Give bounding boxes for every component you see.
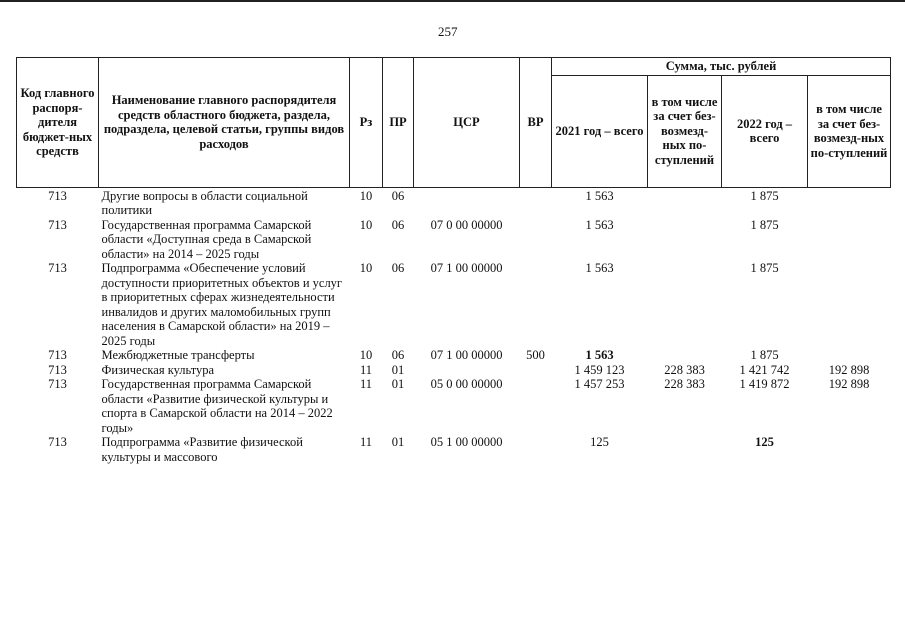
- top-rule: [0, 0, 905, 2]
- cell-sum-2021: 1 563: [585, 348, 614, 362]
- cell-csr: 07 0 00 00000: [430, 217, 503, 232]
- cell-rz: 10: [359, 348, 373, 362]
- cell-name: Подпрограмма «Обеспечение условий доступности приоритетных объектов и услуг в приоритетных сферах жизнедеятельности инвалидов и других маломобильных групп населения в Самарской области» на 2019 – 2025 годы: [101, 261, 343, 348]
- cell-grants-2021: [648, 218, 722, 262]
- cell-name: Другие вопросы в области социальной политики: [101, 188, 308, 217]
- header-code: Код главного распоря-дителя бюджет-ных средств: [17, 58, 99, 188]
- cell-sum-2022: 1 875: [750, 217, 779, 232]
- cell-name: Государственная программа Самарской области «Доступная среда в Самарской области» на 2014 – 2025 годы: [101, 217, 312, 261]
- cell-sum-2022: 1 421 742: [739, 362, 790, 377]
- cell-rz: 11: [359, 377, 373, 391]
- cell-sum-2022: 125: [755, 435, 774, 449]
- cell-code: 713: [48, 377, 67, 391]
- table-row: [17, 363, 891, 378]
- cell-grants-2022: [808, 187, 891, 218]
- page-number: 257: [438, 24, 458, 39]
- table-row: [17, 261, 891, 348]
- cell-rz: 11: [359, 435, 373, 449]
- cell-name: Подпрограмма «Развитие физической культуры и массового: [101, 435, 303, 464]
- header-pr: ПР: [383, 58, 414, 188]
- cell-pr: 01: [391, 377, 405, 391]
- cell-pr: 06: [391, 217, 405, 232]
- cell-code: 713: [48, 188, 67, 203]
- table-row: [17, 377, 891, 435]
- budget-table: [16, 57, 891, 464]
- cell-grants-2021: [648, 261, 722, 348]
- cell-sum-2021: 1 457 253: [574, 377, 625, 391]
- cell-grants-2021: 228 383: [664, 362, 705, 377]
- cell-vr: [520, 187, 552, 218]
- header-2022-grants: в том числе за счет без-возмезд-ных по-ступлений: [808, 75, 891, 187]
- cell-grants-2022: [808, 218, 891, 262]
- table-row: [17, 435, 891, 464]
- cell-rz: 10: [359, 261, 373, 275]
- cell-grants-2021: [648, 348, 722, 363]
- cell-sum-2021: 1 563: [585, 261, 614, 275]
- cell-code: 713: [48, 348, 67, 362]
- table-row: [17, 187, 891, 218]
- cell-csr: 07 1 00 00000: [430, 261, 503, 275]
- header-csr: ЦСР: [414, 58, 520, 188]
- cell-rz: 11: [359, 362, 373, 377]
- cell-pr: 06: [391, 348, 405, 362]
- cell-sum-2022: 1 875: [750, 188, 779, 203]
- cell-csr: [414, 363, 520, 378]
- cell-grants-2022: 192 898: [828, 377, 870, 391]
- cell-sum-2022: 1 875: [750, 348, 779, 362]
- cell-pr: 06: [391, 188, 405, 203]
- header-rz: Рз: [350, 58, 383, 188]
- cell-vr: [520, 377, 552, 435]
- cell-rz: 10: [359, 217, 373, 232]
- header-name: Наименование главного распорядителя средств областного бюджета, раздела, подраздела, целевой статьи, группы видов расходов: [99, 58, 350, 188]
- table-row: [17, 348, 891, 363]
- table-header: [17, 58, 891, 188]
- cell-sum-2021: 1 563: [585, 188, 614, 203]
- cell-vr: [520, 435, 552, 464]
- cell-sum-2021: 1 459 123: [574, 362, 625, 377]
- cell-sum-2022: 1 419 872: [739, 377, 790, 391]
- cell-vr: [520, 218, 552, 262]
- cell-name: Государственная программа Самарской области «Развитие физической культуры и спорта в Самарской области на 2014 – 2022 годы»: [101, 377, 333, 435]
- cell-code: 713: [48, 435, 67, 449]
- cell-csr: [414, 187, 520, 218]
- cell-grants-2022: 192 898: [828, 362, 870, 377]
- header-vr: ВР: [520, 58, 552, 188]
- header-sum: Сумма, тыс. рублей: [552, 58, 891, 76]
- cell-csr: 05 1 00 00000: [430, 435, 503, 449]
- cell-code: 713: [48, 362, 67, 377]
- cell-grants-2021: [648, 435, 722, 464]
- cell-pr: 06: [391, 261, 405, 275]
- cell-sum-2021: 125: [590, 435, 609, 449]
- cell-csr: 07 1 00 00000: [430, 348, 503, 362]
- cell-pr: 01: [391, 362, 405, 377]
- cell-vr: 500: [526, 348, 545, 362]
- cell-vr: [520, 363, 552, 378]
- table-row: [17, 218, 891, 262]
- cell-grants-2022: [808, 261, 891, 348]
- cell-grants-2022: [808, 348, 891, 363]
- cell-name: Межбюджетные трансферты: [101, 348, 255, 362]
- cell-csr: 05 0 00 00000: [430, 377, 503, 391]
- cell-grants-2022: [808, 435, 891, 464]
- cell-grants-2021: 228 383: [664, 377, 705, 391]
- cell-code: 713: [48, 261, 67, 275]
- cell-name: Физическая культура: [101, 362, 215, 377]
- cell-pr: 01: [391, 435, 405, 449]
- cell-grants-2021: [648, 187, 722, 218]
- header-2021-grants: в том числе за счет без-возмезд-ных по-ступлений: [648, 75, 722, 187]
- header-2022-total: 2022 год – всего: [722, 75, 808, 187]
- table-body: [17, 187, 891, 464]
- cell-vr: [520, 261, 552, 348]
- cell-code: 713: [48, 217, 67, 232]
- cell-sum-2021: 1 563: [585, 217, 614, 232]
- cell-sum-2022: 1 875: [750, 261, 779, 275]
- header-2021-total: 2021 год – всего: [552, 75, 648, 187]
- cell-rz: 10: [359, 188, 373, 203]
